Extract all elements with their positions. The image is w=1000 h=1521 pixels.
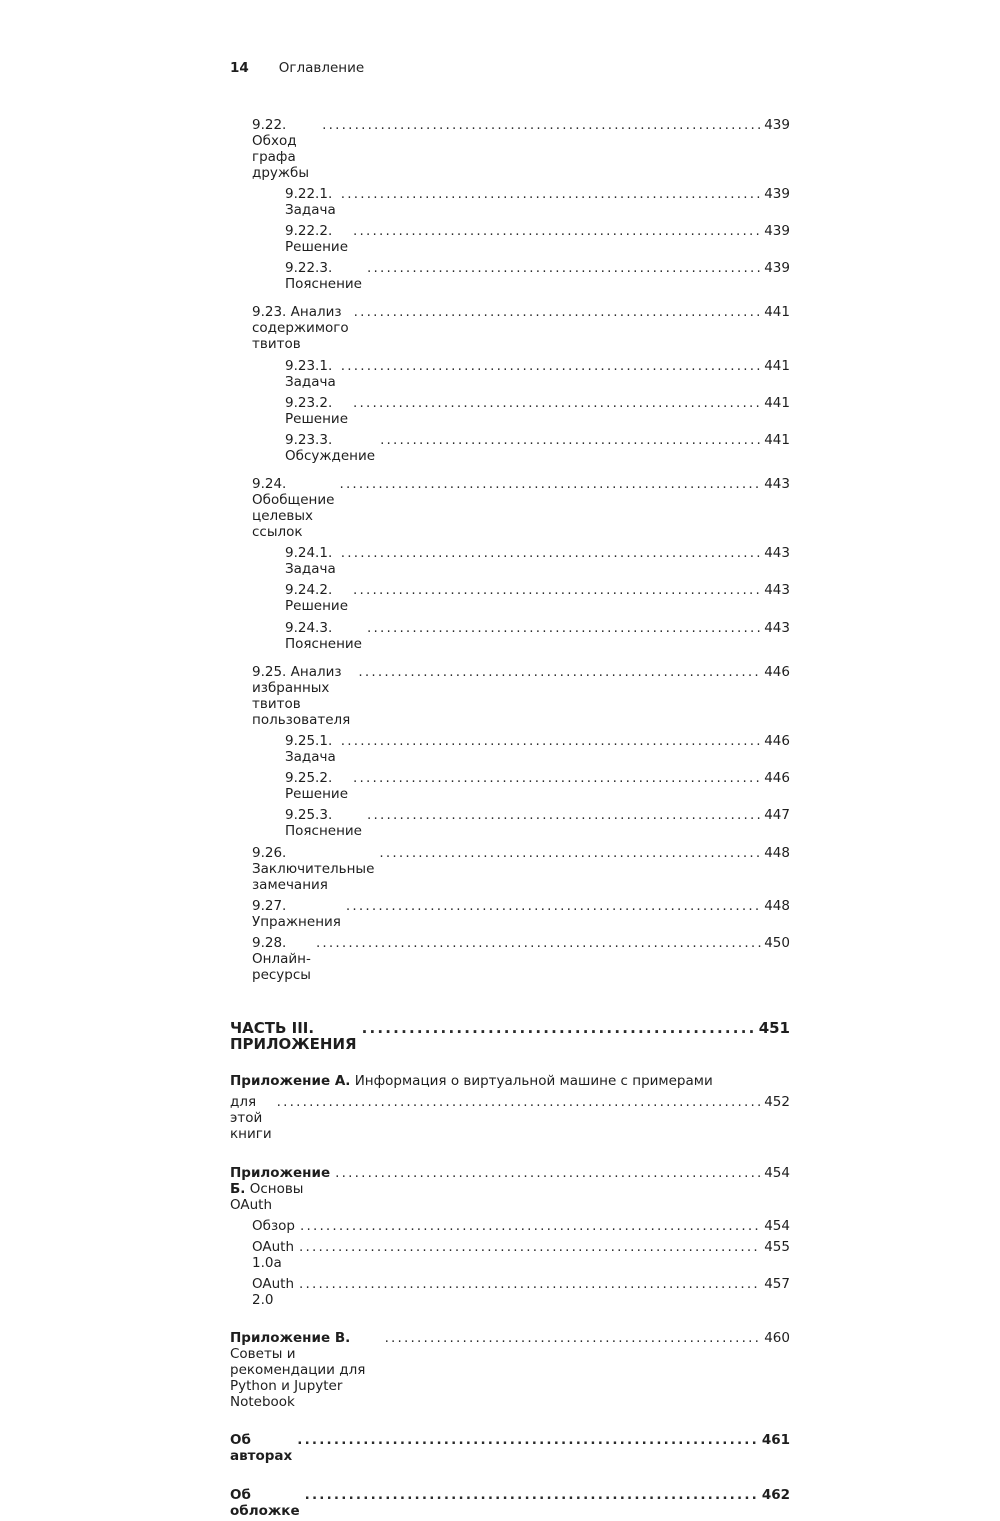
dot-leader (346, 898, 761, 914)
dot-leader (299, 1276, 761, 1292)
dot-leader (353, 582, 761, 598)
toc-entry-label: 9.24.3. Пояснение (285, 619, 362, 652)
dot-leader (341, 186, 761, 202)
toc-entry (230, 258, 790, 295)
toc-entry-label: Приложение Б. Основы OAuth (230, 1164, 331, 1213)
dot-leader (300, 1218, 761, 1234)
toc-entry (230, 1162, 790, 1215)
toc-page-number: 461 (761, 1432, 790, 1449)
toc-entry-label: 9.24.2. Решение (285, 582, 349, 615)
toc-entry-label: 9.26. Заключительные замечания (252, 844, 375, 893)
toc-entry (230, 580, 790, 617)
dot-leader (353, 223, 761, 239)
toc-entry (230, 114, 790, 183)
page-header (230, 60, 790, 76)
toc-entry (230, 617, 790, 654)
toc-entry-label: 9.22.1. Задача (285, 185, 336, 218)
dot-leader (341, 358, 761, 374)
toc-page-number: 452 (764, 1094, 790, 1111)
dot-leader (385, 1330, 762, 1346)
toc-page-number: 462 (761, 1486, 790, 1503)
toc-page-number: 443 (764, 582, 790, 599)
toc-entry-label: Об авторах (230, 1432, 293, 1465)
dot-leader (354, 304, 762, 320)
dot-leader (335, 1165, 761, 1181)
toc-entry (230, 429, 790, 466)
toc-page-number: 448 (764, 844, 790, 861)
dot-leader (297, 1432, 759, 1448)
toc-page-number: 443 (764, 619, 790, 636)
toc-entry (230, 661, 790, 730)
toc-entry-label: Обзор (252, 1217, 295, 1234)
toc-entry (230, 1018, 790, 1054)
toc-entry-label: 9.25.1. Задача (285, 733, 336, 766)
dot-leader (299, 1239, 761, 1255)
toc-entry-label: 9.23.3. Обсуждение (285, 431, 376, 464)
toc-entry-label: 9.22.2. Решение (285, 222, 349, 255)
toc-entry (230, 1430, 790, 1467)
toc-entry-label: 9.24. Обобщение целевых ссылок (252, 476, 335, 541)
page-number: 14 (230, 60, 249, 76)
dot-leader (367, 807, 761, 823)
toc-entry-label: 9.23. Анализ содержимого твитов (252, 304, 349, 353)
toc-page-number: 439 (764, 222, 790, 239)
dot-leader (358, 664, 761, 680)
toc-page-number: 439 (764, 260, 790, 277)
dot-leader (380, 432, 761, 448)
toc-page-number: 441 (764, 431, 790, 448)
page-content (230, 60, 790, 1521)
toc-entry (230, 1274, 790, 1311)
toc-entry (230, 1484, 790, 1521)
dot-leader (367, 260, 761, 276)
toc-page-number: 451 (758, 1018, 790, 1037)
toc-entry-label-bold: Приложение Б. (230, 1164, 331, 1197)
toc-page-number: 460 (764, 1330, 790, 1347)
toc-entry-label: 9.22. Обход графа дружбы (252, 116, 310, 181)
toc-list (230, 114, 790, 1521)
toc-entry (230, 1328, 790, 1413)
dot-leader (367, 620, 761, 636)
toc-entry-label-bold: Приложение А. (230, 1073, 351, 1090)
toc-entry-label: 9.25.3. Пояснение (285, 807, 362, 840)
toc-page-number: 439 (764, 185, 790, 202)
dot-leader (353, 395, 761, 411)
dot-leader (322, 117, 761, 133)
toc-entry-label: Приложение А. Информация о виртуальной машине с примерами (230, 1073, 713, 1090)
toc-entry (230, 842, 790, 895)
dot-leader (277, 1094, 762, 1110)
toc-page-number: 457 (764, 1276, 790, 1293)
toc-entry-label: 9.25.2. Решение (285, 770, 349, 803)
toc-page-number: 447 (764, 807, 790, 824)
toc-entry-label: 9.23.2. Решение (285, 394, 349, 427)
dot-leader (362, 1020, 756, 1036)
toc-entry (230, 355, 790, 392)
toc-entry (230, 183, 790, 220)
toc-entry (230, 543, 790, 580)
toc-page-number: 446 (764, 770, 790, 787)
dot-leader (341, 545, 761, 561)
dot-leader (316, 935, 761, 951)
toc-entry (230, 1215, 790, 1236)
toc-entry-label: для этой книги (230, 1094, 272, 1143)
toc-entry (230, 895, 790, 932)
toc-entry-label: ЧАСТЬ III. ПРИЛОЖЕНИЯ (230, 1018, 357, 1053)
toc-entry-label: 9.23.1. Задача (285, 357, 336, 390)
toc-entry-label: Об обложке (230, 1486, 300, 1519)
toc-entry (230, 805, 790, 842)
toc-page-number: 441 (764, 357, 790, 374)
dot-leader (341, 733, 761, 749)
toc-page-number: 441 (764, 394, 790, 411)
toc-entry-label-bold: Приложение В. (230, 1330, 351, 1347)
toc-page-number: 450 (764, 934, 790, 951)
toc-entry (230, 1071, 790, 1145)
toc-entry (230, 1236, 790, 1273)
toc-page-number: 454 (764, 1164, 790, 1181)
toc-page-number: 443 (764, 476, 790, 493)
toc-page-number: 443 (764, 545, 790, 562)
dot-leader (305, 1487, 759, 1503)
toc-page-number: 448 (764, 897, 790, 914)
toc-page-number: 439 (764, 116, 790, 133)
toc-entry-label: 9.27. Упражнения (252, 897, 341, 930)
toc-entry-label: 9.25. Анализ избранных твитов пользователя (252, 663, 351, 728)
toc-entry-label: 9.28. Онлайн-ресурсы (252, 934, 311, 983)
toc-entry (230, 392, 790, 429)
toc-page-number: 455 (764, 1238, 790, 1255)
dot-leader (353, 770, 761, 786)
toc-entry (230, 302, 790, 355)
dot-leader (379, 845, 761, 861)
toc-entry (230, 768, 790, 805)
toc-page-number: 454 (764, 1217, 790, 1234)
toc-entry-label: OAuth 2.0 (252, 1276, 295, 1309)
toc-page-number: 441 (764, 304, 790, 321)
toc-entry (230, 474, 790, 543)
toc-entry (230, 730, 790, 767)
running-title: Оглавление (278, 60, 365, 76)
toc-entry-label: 9.24.1. Задача (285, 545, 336, 578)
toc-page-number: 446 (764, 733, 790, 750)
toc-entry-label: 9.22.3. Пояснение (285, 260, 362, 293)
toc-entry (230, 220, 790, 257)
toc-entry-label: Приложение В. Советы и рекомендации для Python и Jupyter Notebook (230, 1330, 366, 1411)
toc-entry (230, 932, 790, 985)
dot-leader (339, 476, 761, 492)
toc-entry-label: OAuth 1.0a (252, 1238, 295, 1271)
toc-page-number: 446 (764, 663, 790, 680)
